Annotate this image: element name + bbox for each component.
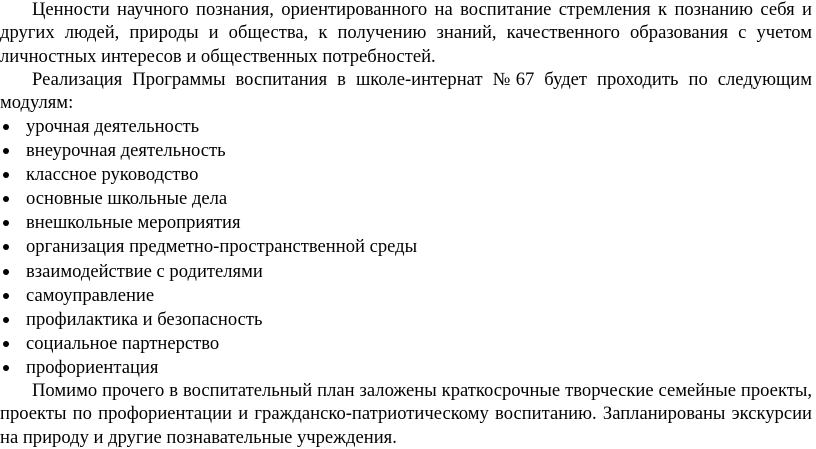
bullet-icon xyxy=(3,196,9,202)
bullet-icon xyxy=(3,341,9,347)
list-item-label: внешкольные мероприятия xyxy=(26,212,241,234)
modules-list xyxy=(0,115,417,380)
bullet-icon xyxy=(3,317,9,323)
bullet-icon xyxy=(3,220,9,226)
list-item-label: взаимодействие с родителями xyxy=(26,260,263,282)
bullet-icon xyxy=(3,365,9,371)
list-item-label: классное руководство xyxy=(26,164,199,186)
list-item-label: профилактика и безопасность xyxy=(26,308,263,330)
list-item xyxy=(0,115,417,139)
paragraph-short-term-projects: Помимо прочего в воспитательный план заложены краткосрочные творческие семейные проекты, проекты по профориентации и гражданско-патриотическому воспитанию. Запланированы экскурсии на природу и другие познавательные учреждения. xyxy=(0,380,812,448)
list-item xyxy=(0,211,417,235)
list-item-label: основные школьные дела xyxy=(26,188,228,210)
bullet-icon xyxy=(3,148,9,154)
list-item xyxy=(0,284,417,308)
bullet-icon xyxy=(3,269,9,275)
bullet-icon xyxy=(3,293,9,299)
list-item xyxy=(0,235,417,259)
list-item xyxy=(0,332,417,356)
list-item xyxy=(0,260,417,284)
list-item-label: самоуправление xyxy=(26,284,155,306)
paragraph-values-of-knowledge: Ценности научного познания, ориентированного на воспитание стремления к познанию себя и других людей, природы и общества, к получению знаний, качественного образования с учетом личностных интересов и общественных потребностей. xyxy=(0,0,812,67)
list-item-label: профориентация xyxy=(26,356,159,378)
list-item-label: внеурочная деятельность xyxy=(26,140,226,162)
list-item xyxy=(0,308,417,332)
list-item-label: организация предметно-пространственной среды xyxy=(26,236,418,258)
list-item xyxy=(0,356,417,380)
list-item xyxy=(0,139,417,163)
list-item-label: урочная деятельность xyxy=(26,116,200,137)
list-item xyxy=(0,163,417,187)
list-item xyxy=(0,187,417,211)
bullet-icon xyxy=(3,172,9,178)
bullet-icon xyxy=(3,244,9,250)
paragraph-program-modules-intro: Реализация Программы воспитания в школе-интернат №67 будет проходить по следующим модулям: xyxy=(0,69,812,114)
bullet-icon xyxy=(3,124,9,130)
list-item-label: социальное партнерство xyxy=(26,332,220,354)
